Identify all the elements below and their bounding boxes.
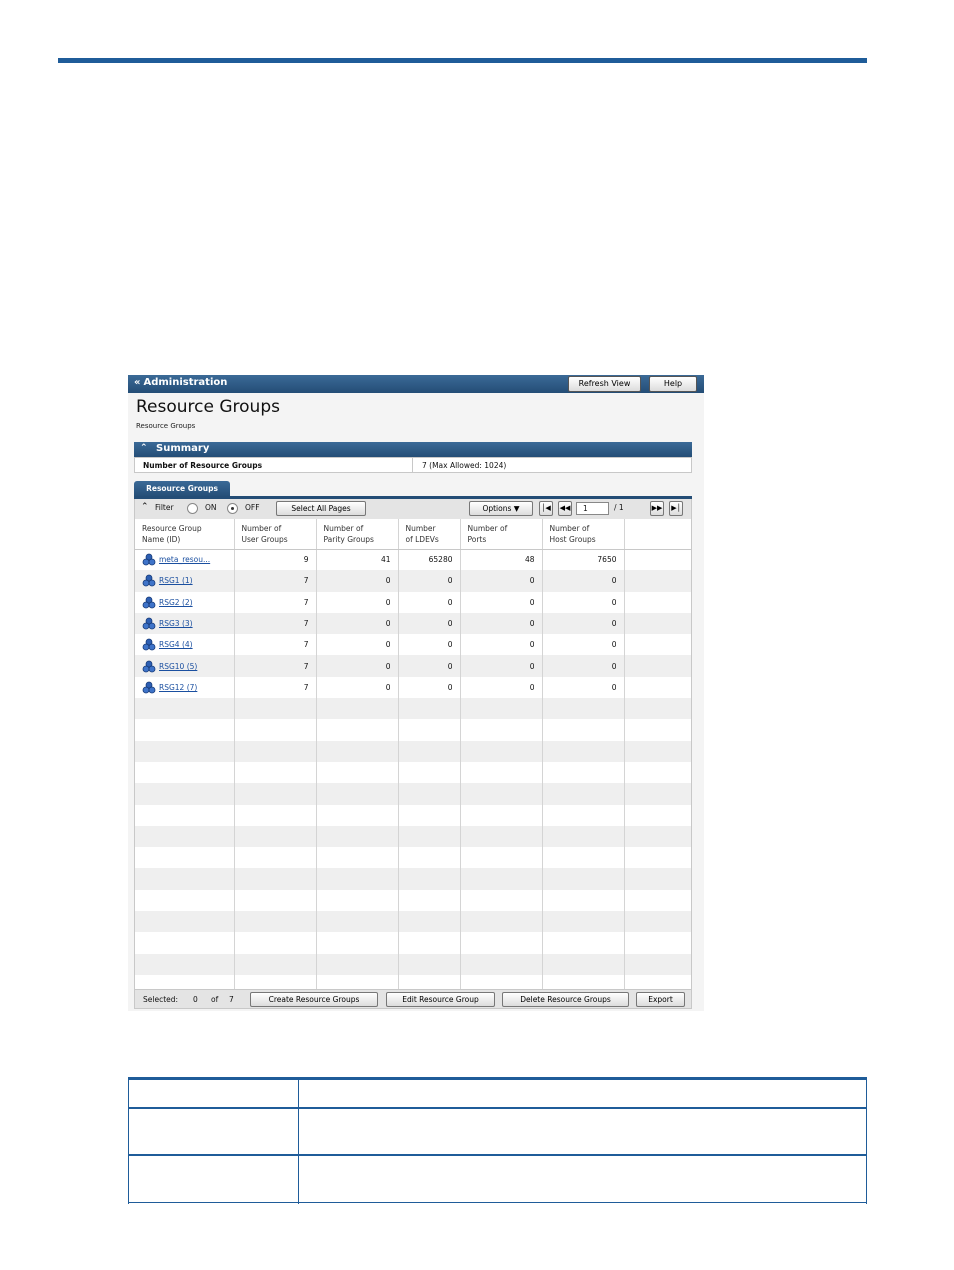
document-table-row [128, 1156, 867, 1203]
document-table-border [128, 1077, 129, 1204]
resource-group-link[interactable]: RSG10 (5) [159, 661, 198, 671]
empty-cell [460, 783, 542, 804]
empty-cell [398, 975, 460, 989]
empty-cell [542, 826, 624, 847]
empty-cell [135, 911, 234, 932]
cell-spacer [624, 655, 691, 676]
resource-group-link[interactable]: RSG12 (7) [159, 682, 198, 692]
table-toolbar [134, 499, 692, 519]
last-page-button[interactable] [669, 501, 683, 516]
empty-cell [398, 783, 460, 804]
empty-cell [234, 719, 316, 740]
empty-cell [398, 932, 460, 953]
empty-cell [460, 741, 542, 762]
empty-cell [624, 954, 691, 975]
empty-cell [316, 954, 398, 975]
cell-parity-groups: 0 [316, 655, 398, 676]
table-empty-row [135, 741, 691, 762]
empty-cell [316, 890, 398, 911]
column-header-user-groups[interactable]: Number of User Groups [234, 519, 316, 549]
cell-ports: 48 [460, 549, 542, 570]
empty-cell [135, 868, 234, 889]
empty-cell [316, 805, 398, 826]
resource-groups-window [128, 375, 704, 1011]
empty-cell [316, 741, 398, 762]
column-header-ldevs[interactable]: Number of LDEVs [398, 519, 460, 549]
empty-cell [316, 847, 398, 868]
empty-cell [542, 954, 624, 975]
cell-user-groups: 7 [234, 570, 316, 591]
empty-cell [316, 762, 398, 783]
empty-cell [135, 783, 234, 804]
last-page-icon: ▶│ [671, 504, 681, 512]
empty-cell [135, 741, 234, 762]
next-page-button[interactable] [650, 501, 664, 516]
column-header-parity-groups[interactable]: Number of Parity Groups [316, 519, 398, 549]
empty-cell [398, 847, 460, 868]
table-empty-row [135, 826, 691, 847]
resource-group-icon [142, 553, 156, 566]
column-header-host-groups[interactable]: Number of Host Groups [542, 519, 624, 549]
empty-cell [234, 826, 316, 847]
resource-group-link[interactable]: RSG2 (2) [159, 597, 193, 607]
cell-spacer [624, 570, 691, 591]
empty-cell [624, 805, 691, 826]
table-empty-row [135, 954, 691, 975]
empty-cell [316, 932, 398, 953]
empty-cell [398, 911, 460, 932]
summary-divider [412, 458, 413, 472]
help-button[interactable]: Help [649, 376, 697, 392]
of-label: of [211, 995, 219, 1004]
cell-host-groups: 7650 [542, 549, 624, 570]
empty-cell [624, 762, 691, 783]
first-page-button[interactable] [539, 501, 553, 516]
empty-cell [624, 890, 691, 911]
document-table-header [128, 1077, 867, 1109]
resource-group-link[interactable]: RSG1 (1) [159, 576, 193, 586]
previous-page-icon: ◀◀ [559, 504, 571, 512]
resource-group-icon [142, 596, 156, 609]
empty-cell [624, 783, 691, 804]
cell-ports: 0 [460, 634, 542, 655]
document-table [128, 1077, 867, 1204]
document-table-divider [298, 1077, 299, 1204]
table-empty-row [135, 975, 691, 989]
previous-page-button[interactable] [558, 501, 572, 516]
empty-cell [624, 911, 691, 932]
app-header-title[interactable] [134, 377, 227, 388]
empty-cell [135, 762, 234, 783]
cell-host-groups: 0 [542, 634, 624, 655]
empty-cell [398, 890, 460, 911]
cell-parity-groups: 41 [316, 549, 398, 570]
summary-header[interactable] [134, 442, 692, 457]
table-empty-row [135, 890, 691, 911]
cell-spacer [624, 592, 691, 613]
cell-parity-groups: 0 [316, 570, 398, 591]
create-resource-groups-button[interactable]: Create Resource Groups [250, 992, 378, 1007]
cell-spacer [624, 613, 691, 634]
empty-cell [234, 890, 316, 911]
empty-cell [234, 783, 316, 804]
filter-label: Filter [155, 503, 174, 512]
empty-cell [398, 719, 460, 740]
app-header-title-text: Administration [143, 377, 228, 388]
empty-cell [460, 868, 542, 889]
empty-cell [460, 805, 542, 826]
empty-cell [398, 954, 460, 975]
document-table-row [128, 1109, 867, 1156]
breadcrumb: Resource Groups [136, 422, 196, 430]
cell-ports: 0 [460, 613, 542, 634]
table-row[interactable] [135, 634, 691, 655]
empty-cell [135, 698, 234, 719]
cell-ldevs: 0 [398, 592, 460, 613]
empty-cell [234, 698, 316, 719]
column-header-name[interactable]: Resource Group Name (ID) [135, 519, 234, 549]
cell-ldevs: 65280 [398, 549, 460, 570]
table-empty-row [135, 805, 691, 826]
export-button[interactable]: Export [636, 992, 685, 1007]
empty-cell [542, 805, 624, 826]
table-empty-row [135, 698, 691, 719]
empty-cell [135, 805, 234, 826]
first-page-icon: │◀ [541, 504, 551, 512]
options-label: Options [482, 504, 512, 513]
empty-cell [316, 698, 398, 719]
summary-title: Summary [156, 443, 210, 454]
resource-group-link[interactable]: meta_resou... [159, 555, 211, 565]
empty-cell [624, 847, 691, 868]
delete-resource-groups-button[interactable]: Delete Resource Groups [502, 992, 629, 1007]
table-row[interactable] [135, 549, 691, 570]
empty-cell [234, 868, 316, 889]
resource-group-icon [142, 638, 156, 651]
empty-cell [135, 847, 234, 868]
table-empty-row [135, 719, 691, 740]
empty-cell [542, 698, 624, 719]
empty-cell [234, 762, 316, 783]
empty-cell [460, 826, 542, 847]
table-row[interactable] [135, 613, 691, 634]
resource-group-name-cell [135, 655, 234, 676]
empty-cell [316, 911, 398, 932]
resource-group-name-cell [135, 613, 234, 634]
app-header [128, 375, 704, 393]
cell-ldevs: 0 [398, 613, 460, 634]
double-chevron-up-icon[interactable]: ⌃ [140, 443, 148, 453]
resource-group-name-cell [135, 677, 234, 698]
cell-user-groups: 7 [234, 592, 316, 613]
empty-cell [234, 911, 316, 932]
table-header-row [135, 519, 691, 549]
empty-cell [398, 826, 460, 847]
empty-cell [624, 975, 691, 989]
cell-user-groups: 9 [234, 549, 316, 570]
cell-user-groups: 7 [234, 677, 316, 698]
cell-ports: 0 [460, 592, 542, 613]
empty-cell [316, 719, 398, 740]
resource-group-name-cell [135, 634, 234, 655]
empty-cell [135, 932, 234, 953]
cell-parity-groups: 0 [316, 677, 398, 698]
column-header-ports[interactable]: Number of Ports [460, 519, 542, 549]
refresh-view-button[interactable]: Refresh View [568, 376, 641, 392]
empty-cell [460, 911, 542, 932]
options-dropdown[interactable] [469, 501, 533, 516]
filter-toggle-icon[interactable]: ⌃ [141, 502, 149, 512]
empty-cell [624, 719, 691, 740]
table-empty-row [135, 847, 691, 868]
cell-user-groups: 7 [234, 655, 316, 676]
column-header-spacer [624, 519, 691, 549]
empty-cell [624, 698, 691, 719]
empty-cell [398, 868, 460, 889]
cell-ports: 0 [460, 570, 542, 591]
cell-host-groups: 0 [542, 592, 624, 613]
cell-ldevs: 0 [398, 655, 460, 676]
cell-host-groups: 0 [542, 677, 624, 698]
empty-cell [398, 741, 460, 762]
summary-value: 7 (Max Allowed: 1024) [422, 461, 507, 470]
empty-cell [542, 932, 624, 953]
empty-cell [460, 975, 542, 989]
caret-down-icon: ▼ [513, 504, 520, 513]
resource-group-link[interactable]: RSG4 (4) [159, 640, 193, 650]
empty-cell [398, 698, 460, 719]
selected-count: 0 [193, 995, 198, 1004]
tab-resource-groups[interactable]: Resource Groups [134, 481, 230, 497]
empty-cell [135, 890, 234, 911]
summary-key: Number of Resource Groups [143, 461, 263, 470]
table-empty-row [135, 762, 691, 783]
table-footer [134, 989, 692, 1009]
cell-host-groups: 0 [542, 655, 624, 676]
resource-group-icon [142, 681, 156, 694]
empty-cell [316, 826, 398, 847]
select-all-pages-button[interactable]: Select All Pages [276, 501, 366, 516]
next-page-icon: ▶▶ [651, 504, 663, 512]
empty-cell [460, 954, 542, 975]
cell-ldevs: 0 [398, 634, 460, 655]
table-row[interactable] [135, 677, 691, 698]
filter-off-label: OFF [245, 503, 260, 512]
cell-ldevs: 0 [398, 570, 460, 591]
resource-group-link[interactable]: RSG3 (3) [159, 619, 193, 629]
empty-cell [135, 975, 234, 989]
collapse-chevron-icon[interactable]: « [134, 377, 141, 388]
page-number-input[interactable]: 1 [576, 502, 609, 515]
cell-ports: 0 [460, 655, 542, 676]
empty-cell [542, 783, 624, 804]
empty-cell [234, 741, 316, 762]
empty-cell [542, 890, 624, 911]
cell-spacer [624, 549, 691, 570]
table-empty-row [135, 868, 691, 889]
empty-cell [460, 847, 542, 868]
empty-cell [135, 826, 234, 847]
empty-cell [234, 847, 316, 868]
empty-cell [542, 847, 624, 868]
table-empty-row [135, 932, 691, 953]
selected-label: Selected: [143, 995, 179, 1004]
empty-cell [316, 783, 398, 804]
empty-cell [234, 975, 316, 989]
resource-groups-table [134, 519, 692, 989]
filter-off-radio[interactable] [227, 503, 238, 514]
empty-cell [624, 741, 691, 762]
empty-cell [460, 698, 542, 719]
table-row[interactable] [135, 570, 691, 591]
cell-user-groups: 7 [234, 634, 316, 655]
cell-parity-groups: 0 [316, 634, 398, 655]
table-empty-row [135, 911, 691, 932]
empty-cell [135, 719, 234, 740]
empty-cell [542, 741, 624, 762]
resource-group-icon [142, 574, 156, 587]
empty-cell [316, 868, 398, 889]
empty-cell [234, 805, 316, 826]
resource-group-name-cell [135, 549, 234, 570]
cell-ldevs: 0 [398, 677, 460, 698]
resource-group-name-cell [135, 592, 234, 613]
empty-cell [316, 975, 398, 989]
table-empty-row [135, 783, 691, 804]
cell-spacer [624, 677, 691, 698]
resource-group-icon [142, 617, 156, 630]
cell-parity-groups: 0 [316, 592, 398, 613]
cell-host-groups: 0 [542, 613, 624, 634]
empty-cell [542, 719, 624, 740]
total-count: 7 [229, 995, 234, 1004]
empty-cell [542, 911, 624, 932]
page-total: / 1 [614, 503, 624, 512]
filter-on-label: ON [205, 503, 217, 512]
table-row[interactable] [135, 592, 691, 613]
page-title: Resource Groups [136, 397, 280, 417]
cell-ports: 0 [460, 677, 542, 698]
summary-row [134, 457, 692, 473]
resource-group-name-cell [135, 570, 234, 591]
empty-cell [398, 805, 460, 826]
empty-cell [460, 762, 542, 783]
cell-host-groups: 0 [542, 570, 624, 591]
edit-resource-group-button[interactable]: Edit Resource Group [386, 992, 495, 1007]
document-table-border [866, 1077, 867, 1204]
cell-user-groups: 7 [234, 613, 316, 634]
empty-cell [460, 890, 542, 911]
empty-cell [542, 868, 624, 889]
page-top-rule [58, 58, 867, 63]
empty-cell [624, 932, 691, 953]
cell-parity-groups: 0 [316, 613, 398, 634]
empty-cell [460, 719, 542, 740]
empty-cell [135, 954, 234, 975]
empty-cell [234, 932, 316, 953]
empty-cell [460, 932, 542, 953]
resource-group-icon [142, 660, 156, 673]
empty-cell [624, 868, 691, 889]
table-row[interactable] [135, 655, 691, 676]
empty-cell [542, 762, 624, 783]
cell-spacer [624, 634, 691, 655]
empty-cell [624, 826, 691, 847]
empty-cell [234, 954, 316, 975]
empty-cell [398, 762, 460, 783]
filter-on-radio[interactable] [187, 503, 198, 514]
empty-cell [542, 975, 624, 989]
